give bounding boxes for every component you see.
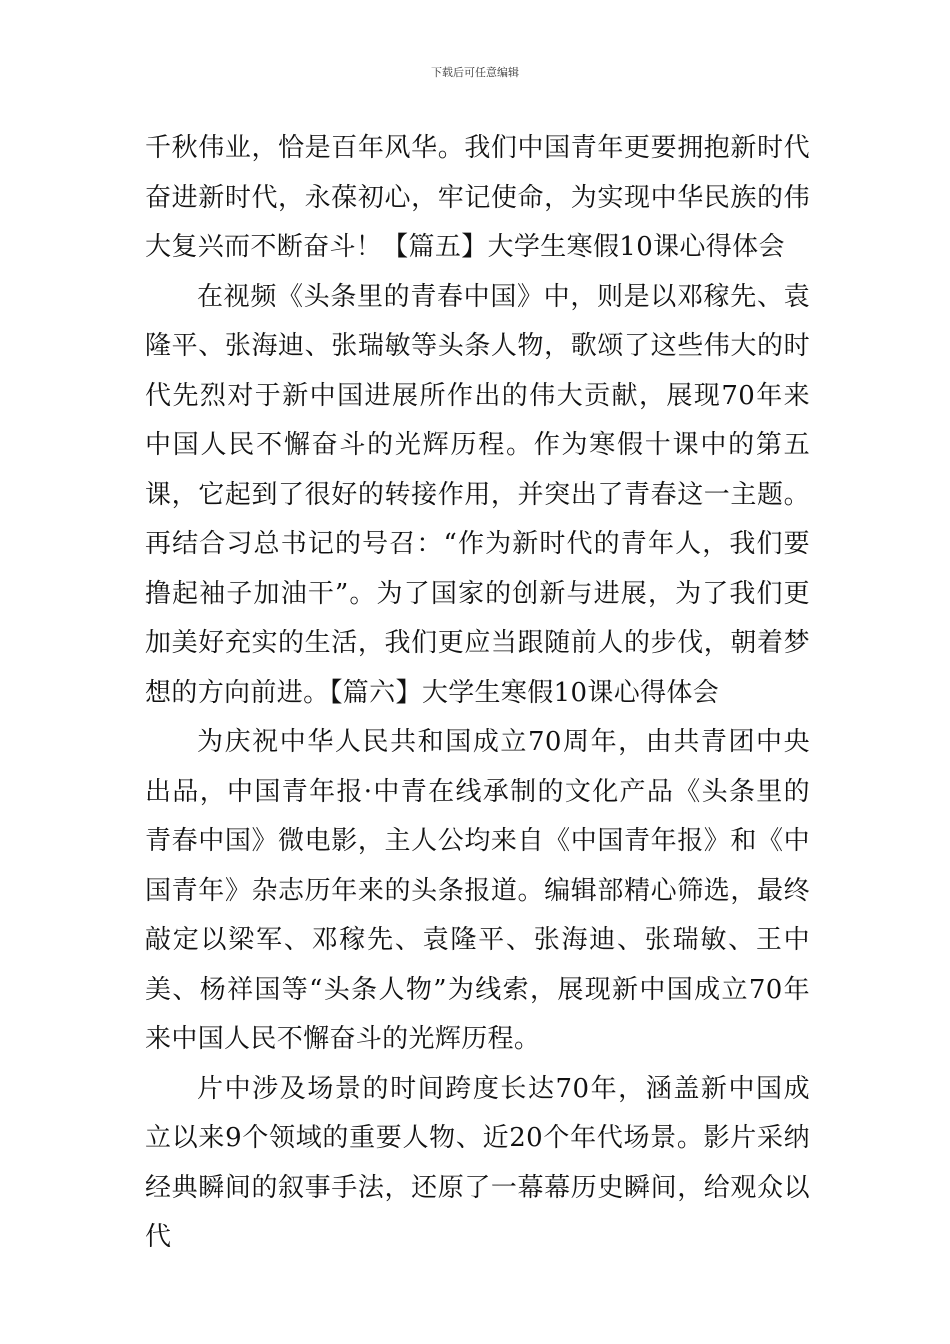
document-body — [145, 124, 810, 1263]
paragraph: 在视频《头条里的青春中国》中，则是以邓稼先、袁隆平、张海迪、张瑞敏等头条人物，歌颂了这些伟大的时代先烈对于新中国进展所作出的伟大贡献，展现70年来中国人民不懈奋斗的光辉历程。作为寒假十课中的第五课，它起到了很好的转接作用，并突出了青春这一主题。再结合习总书记的号召：“作为新时代的青年人，我们要撸起袖子加油干”。为了国家的创新与进展，为了我们更加美好充实的生活，我们更应当跟随前人的步伐，朝着梦想的方向前进。【篇六】大学生寒假10课心得体会 — [145, 281, 810, 708]
paragraph: 千秋伟业，恰是百年风华。我们中国青年更要拥抱新时代奋进新时代，永葆初心，牢记使命，为实现中华民族的伟大复兴而不断奋斗！【篇五】大学生寒假10课心得体会 — [145, 133, 810, 262]
paragraph: 片中涉及场景的时间跨度长达70年，涵盖新中国成立以来9个领域的重要人物、近20个年代场景。影片采纳经典瞬间的叙事手法，还原了一幕幕历史瞬间，给观众以代 — [145, 1073, 810, 1252]
page-header: 下载后可任意编辑 — [431, 66, 519, 79]
paragraph: 为庆祝中华人民共和国成立70周年，由共青团中央出品，中国青年报·中青在线承制的文化产品《头条里的青春中国》微电影，主人公均来自《中国青年报》和《中国青年》杂志历年来的头条报道。编辑部精心筛选，最终敲定以梁军、邓稼先、袁隆平、张海迪、张瑞敏、王中美、杨祥国等“头条人物”为线索，展现新中国成立70年来中国人民不懈奋斗的光辉历程。 — [145, 727, 810, 1054]
